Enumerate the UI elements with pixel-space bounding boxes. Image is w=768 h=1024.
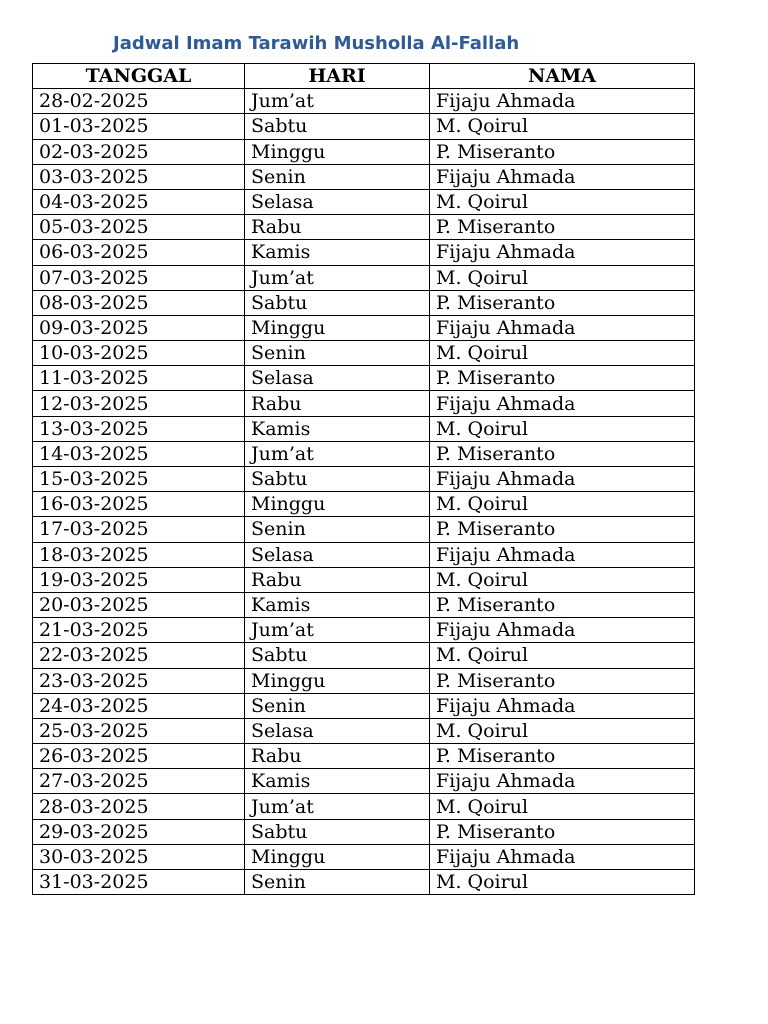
cell-hari: Sabtu	[245, 114, 430, 139]
cell-nama: M. Qoirul	[430, 341, 695, 366]
table-row	[33, 315, 695, 340]
cell-hari: Senin	[245, 693, 430, 718]
cell-nama: P. Miseranto	[430, 744, 695, 769]
cell-nama: Fijaju Ahmada	[430, 618, 695, 643]
table-body	[33, 89, 695, 895]
cell-hari: Minggu	[245, 139, 430, 164]
cell-hari: Minggu	[245, 668, 430, 693]
cell-tanggal: 06-03-2025	[33, 240, 245, 265]
cell-tanggal: 21-03-2025	[33, 618, 245, 643]
table-row	[33, 643, 695, 668]
table-row	[33, 441, 695, 466]
cell-tanggal: 30-03-2025	[33, 844, 245, 869]
cell-nama: P. Miseranto	[430, 139, 695, 164]
header-nama: NAMA	[430, 64, 695, 89]
table-row	[33, 189, 695, 214]
table-row	[33, 240, 695, 265]
table-row	[33, 870, 695, 895]
cell-tanggal: 16-03-2025	[33, 492, 245, 517]
cell-nama: M. Qoirul	[430, 265, 695, 290]
table-row	[33, 769, 695, 794]
cell-nama: P. Miseranto	[430, 290, 695, 315]
cell-tanggal: 15-03-2025	[33, 467, 245, 492]
cell-nama: M. Qoirul	[430, 870, 695, 895]
cell-nama: M. Qoirul	[430, 416, 695, 441]
table-row	[33, 517, 695, 542]
table-row	[33, 290, 695, 315]
table-row	[33, 542, 695, 567]
cell-nama: P. Miseranto	[430, 441, 695, 466]
cell-tanggal: 05-03-2025	[33, 215, 245, 240]
cell-tanggal: 01-03-2025	[33, 114, 245, 139]
table-row	[33, 139, 695, 164]
cell-tanggal: 19-03-2025	[33, 567, 245, 592]
cell-nama: Fijaju Ahmada	[430, 769, 695, 794]
cell-hari: Jum’at	[245, 89, 430, 114]
cell-nama: Fijaju Ahmada	[430, 240, 695, 265]
cell-hari: Sabtu	[245, 467, 430, 492]
cell-hari: Selasa	[245, 542, 430, 567]
cell-hari: Sabtu	[245, 819, 430, 844]
table-row	[33, 693, 695, 718]
cell-tanggal: 03-03-2025	[33, 164, 245, 189]
table-row	[33, 718, 695, 743]
cell-hari: Jum’at	[245, 618, 430, 643]
cell-nama: P. Miseranto	[430, 819, 695, 844]
cell-tanggal: 14-03-2025	[33, 441, 245, 466]
cell-tanggal: 18-03-2025	[33, 542, 245, 567]
cell-nama: Fijaju Ahmada	[430, 693, 695, 718]
table-row	[33, 89, 695, 114]
cell-tanggal: 02-03-2025	[33, 139, 245, 164]
table-row	[33, 794, 695, 819]
table-row	[33, 492, 695, 517]
cell-hari: Selasa	[245, 366, 430, 391]
table-row	[33, 744, 695, 769]
cell-tanggal: 24-03-2025	[33, 693, 245, 718]
cell-nama: P. Miseranto	[430, 215, 695, 240]
table-row	[33, 618, 695, 643]
cell-hari: Minggu	[245, 492, 430, 517]
cell-tanggal: 22-03-2025	[33, 643, 245, 668]
cell-tanggal: 13-03-2025	[33, 416, 245, 441]
cell-hari: Kamis	[245, 240, 430, 265]
cell-tanggal: 23-03-2025	[33, 668, 245, 693]
cell-tanggal: 09-03-2025	[33, 315, 245, 340]
cell-nama: Fijaju Ahmada	[430, 391, 695, 416]
table-row	[33, 844, 695, 869]
cell-nama: Fijaju Ahmada	[430, 315, 695, 340]
cell-nama: P. Miseranto	[430, 517, 695, 542]
cell-tanggal: 07-03-2025	[33, 265, 245, 290]
cell-nama: Fijaju Ahmada	[430, 89, 695, 114]
cell-hari: Jum’at	[245, 265, 430, 290]
cell-tanggal: 31-03-2025	[33, 870, 245, 895]
cell-tanggal: 29-03-2025	[33, 819, 245, 844]
table-row	[33, 819, 695, 844]
cell-nama: M. Qoirul	[430, 794, 695, 819]
cell-hari: Kamis	[245, 769, 430, 794]
table-row	[33, 567, 695, 592]
table-row	[33, 341, 695, 366]
cell-tanggal: 28-03-2025	[33, 794, 245, 819]
cell-hari: Selasa	[245, 718, 430, 743]
cell-hari: Kamis	[245, 592, 430, 617]
cell-tanggal: 17-03-2025	[33, 517, 245, 542]
cell-hari: Kamis	[245, 416, 430, 441]
cell-tanggal: 04-03-2025	[33, 189, 245, 214]
cell-nama: Fijaju Ahmada	[430, 467, 695, 492]
table-row	[33, 215, 695, 240]
cell-hari: Jum’at	[245, 794, 430, 819]
cell-tanggal: 20-03-2025	[33, 592, 245, 617]
schedule-table	[32, 63, 695, 895]
table-row	[33, 114, 695, 139]
cell-tanggal: 28-02-2025	[33, 89, 245, 114]
table-row	[33, 391, 695, 416]
cell-tanggal: 11-03-2025	[33, 366, 245, 391]
cell-hari: Sabtu	[245, 643, 430, 668]
cell-nama: M. Qoirul	[430, 567, 695, 592]
cell-nama: M. Qoirul	[430, 718, 695, 743]
table-row	[33, 164, 695, 189]
cell-nama: Fijaju Ahmada	[430, 844, 695, 869]
cell-nama: M. Qoirul	[430, 189, 695, 214]
cell-tanggal: 25-03-2025	[33, 718, 245, 743]
document-title: Jadwal Imam Tarawih Musholla Al-Fallah	[113, 33, 520, 54]
table-row	[33, 265, 695, 290]
cell-hari: Jum’at	[245, 441, 430, 466]
cell-tanggal: 12-03-2025	[33, 391, 245, 416]
cell-hari: Minggu	[245, 315, 430, 340]
cell-hari: Rabu	[245, 567, 430, 592]
cell-nama: Fijaju Ahmada	[430, 164, 695, 189]
cell-nama: P. Miseranto	[430, 668, 695, 693]
cell-nama: P. Miseranto	[430, 366, 695, 391]
cell-nama: M. Qoirul	[430, 114, 695, 139]
header-hari: HARI	[245, 64, 430, 89]
cell-tanggal: 27-03-2025	[33, 769, 245, 794]
table-row	[33, 416, 695, 441]
cell-hari: Rabu	[245, 744, 430, 769]
cell-hari: Rabu	[245, 215, 430, 240]
table-header	[33, 64, 695, 89]
cell-nama: M. Qoirul	[430, 643, 695, 668]
cell-tanggal: 10-03-2025	[33, 341, 245, 366]
cell-hari: Senin	[245, 341, 430, 366]
table-row	[33, 467, 695, 492]
header-row	[33, 64, 695, 89]
table-row	[33, 592, 695, 617]
cell-hari: Senin	[245, 517, 430, 542]
header-tanggal: TANGGAL	[33, 64, 245, 89]
cell-nama: M. Qoirul	[430, 492, 695, 517]
cell-hari: Senin	[245, 870, 430, 895]
cell-hari: Minggu	[245, 844, 430, 869]
cell-hari: Sabtu	[245, 290, 430, 315]
cell-hari: Senin	[245, 164, 430, 189]
cell-hari: Selasa	[245, 189, 430, 214]
cell-nama: P. Miseranto	[430, 592, 695, 617]
table-row	[33, 366, 695, 391]
cell-hari: Rabu	[245, 391, 430, 416]
table-row	[33, 668, 695, 693]
cell-tanggal: 08-03-2025	[33, 290, 245, 315]
cell-tanggal: 26-03-2025	[33, 744, 245, 769]
cell-nama: Fijaju Ahmada	[430, 542, 695, 567]
